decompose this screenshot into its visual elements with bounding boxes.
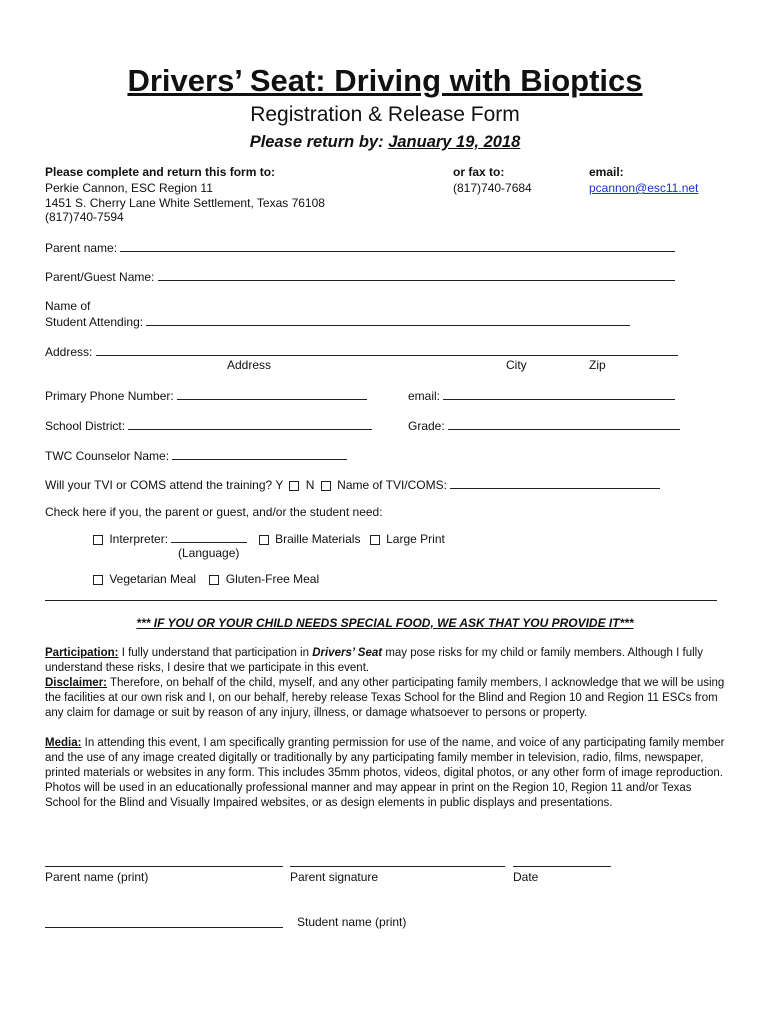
address-row [45, 344, 678, 359]
contact-address: 1451 S. Cherry Lane White Settlement, Texas 76108 [45, 196, 325, 210]
student-name-print-label: Student name (print) [297, 915, 407, 929]
return-by-date: January 19, 2018 [388, 133, 521, 151]
address-label: Address: [45, 345, 93, 359]
disclaimer-text: Therefore, on behalf of the child, myself, and any other participating family members, I acknowledge that we will be using the facilities at our own risk and I, on our behalf, hereby release Texas School for the Blind and Region 10 and Region 11 ESCs from any claim for damage or suit by reason of any injury, illness, or damage whatsoever to persons or property. [45, 677, 725, 719]
large-print-checkbox[interactable] [370, 535, 380, 545]
tvi-yes-checkbox[interactable] [289, 481, 299, 491]
participation-label: Participation: [45, 647, 119, 659]
parent-guest-field[interactable] [158, 269, 675, 281]
student-name-print-line[interactable] [45, 927, 283, 928]
disclaimer-label: Disclaimer: [45, 677, 108, 689]
language-field[interactable] [171, 531, 247, 543]
date-line[interactable] [513, 866, 611, 867]
media-paragraph [45, 736, 725, 811]
school-district-row [45, 418, 372, 433]
form-title: Drivers’ Seat: Driving with Bioptics [127, 63, 643, 98]
zip-sublabel: Zip [589, 358, 606, 372]
needs-row-1 [90, 531, 445, 546]
parent-guest-label: Parent/Guest Name: [45, 270, 155, 284]
primary-phone-row [45, 388, 367, 403]
tvi-name-label: Name of TVI/COMS: [337, 478, 447, 492]
city-sublabel: City [506, 358, 527, 372]
parent-signature-line[interactable] [290, 866, 505, 867]
school-district-label: School District: [45, 419, 126, 433]
large-print-label: Large Print [386, 532, 445, 546]
twc-field[interactable] [172, 448, 347, 460]
participation-paragraph [45, 646, 725, 676]
braille-label: Braille Materials [275, 532, 361, 546]
primary-phone-field[interactable] [177, 388, 367, 400]
fax-number: (817)740-7684 [453, 181, 532, 195]
participation-text-b: may pose risks for my child or family members. Although I fully understand these risks, I desire that we participate in this event. [45, 647, 703, 674]
food-notice: *** IF YOU OR YOUR CHILD NEEDS SPECIAL FOOD, WE ASK THAT YOU PROVIDE IT*** [136, 616, 634, 630]
twc-row [45, 448, 347, 463]
media-text: In attending this event, I am specifically granting permission for use of the name, and voice of any participating family member and the use of any image created digitally or traditionally by any participating family member in television, radio, films, newspaper, printed materials or websites in any form. This includes 35mm photos, videos, digital photos, or any other form of image reproduction. Photos will be used in an educationally professional manner and may appear in print on the Region 10, Region 11 and/or Texas School for the Blind and Visually Impaired websites, or as design elements in public displays and presentations. [45, 737, 725, 809]
contact-instruction: Please complete and return this form to: [45, 165, 276, 179]
student-row [45, 314, 630, 329]
disclaimer-paragraph [45, 676, 725, 721]
date-label: Date [513, 870, 539, 884]
tvi-no-label: N [305, 478, 315, 492]
student-label-line1: Name of [45, 299, 91, 313]
tvi-question: Will your TVI or COMS attend the training? Y [45, 478, 284, 492]
email-row [408, 388, 675, 403]
email-field-label: email: [408, 389, 441, 403]
contact-email-link[interactable]: pcannon@esc11.net [589, 181, 699, 195]
gluten-free-checkbox[interactable] [209, 575, 219, 585]
vegetarian-label: Vegetarian Meal [109, 572, 197, 586]
fax-label: or fax to: [453, 165, 505, 179]
section-divider [45, 600, 717, 601]
twc-label: TWC Counselor Name: [45, 449, 170, 463]
primary-phone-label: Primary Phone Number: [45, 389, 174, 403]
email-field[interactable] [443, 388, 675, 400]
check-here-instruction: Check here if you, the parent or guest, and/or the student need: [45, 505, 383, 519]
return-by [0, 132, 770, 152]
student-name-field[interactable] [146, 314, 630, 326]
form-subtitle: Registration & Release Form [250, 103, 520, 126]
parent-signature-label: Parent signature [290, 870, 379, 884]
interpreter-label: Interpreter: [109, 532, 169, 546]
language-sublabel: (Language) [178, 546, 240, 560]
needs-row-2 [90, 572, 319, 586]
tvi-name-field[interactable] [450, 477, 660, 489]
parent-name-print-line[interactable] [45, 866, 283, 867]
address-sublabel: Address [227, 358, 272, 372]
media-label: Media: [45, 737, 82, 749]
tvi-no-checkbox[interactable] [321, 481, 331, 491]
parent-name-field[interactable] [120, 240, 675, 252]
gluten-free-label: Gluten-Free Meal [225, 572, 320, 586]
parent-guest-row [45, 269, 675, 284]
participation-text-a: I fully understand that participation in [121, 647, 309, 659]
vegetarian-checkbox[interactable] [93, 575, 103, 585]
grade-row [408, 418, 680, 433]
return-by-label: Please return by: [249, 133, 384, 151]
braille-checkbox[interactable] [259, 535, 269, 545]
grade-field[interactable] [448, 418, 680, 430]
tvi-row [45, 477, 660, 492]
student-label-line2: Student Attending: [45, 315, 144, 329]
grade-label: Grade: [408, 419, 445, 433]
parent-name-row [45, 240, 675, 255]
contact-name: Perkie Cannon, ESC Region 11 [45, 181, 213, 195]
parent-name-print-label: Parent name (print) [45, 870, 149, 884]
contact-phone: (817)740-7594 [45, 210, 124, 224]
address-field[interactable] [96, 344, 678, 356]
participation-event: Drivers’ Seat [312, 647, 383, 659]
email-label: email: [589, 165, 624, 179]
interpreter-checkbox[interactable] [93, 535, 103, 545]
school-district-field[interactable] [128, 418, 372, 430]
parent-name-label: Parent name: [45, 241, 118, 255]
